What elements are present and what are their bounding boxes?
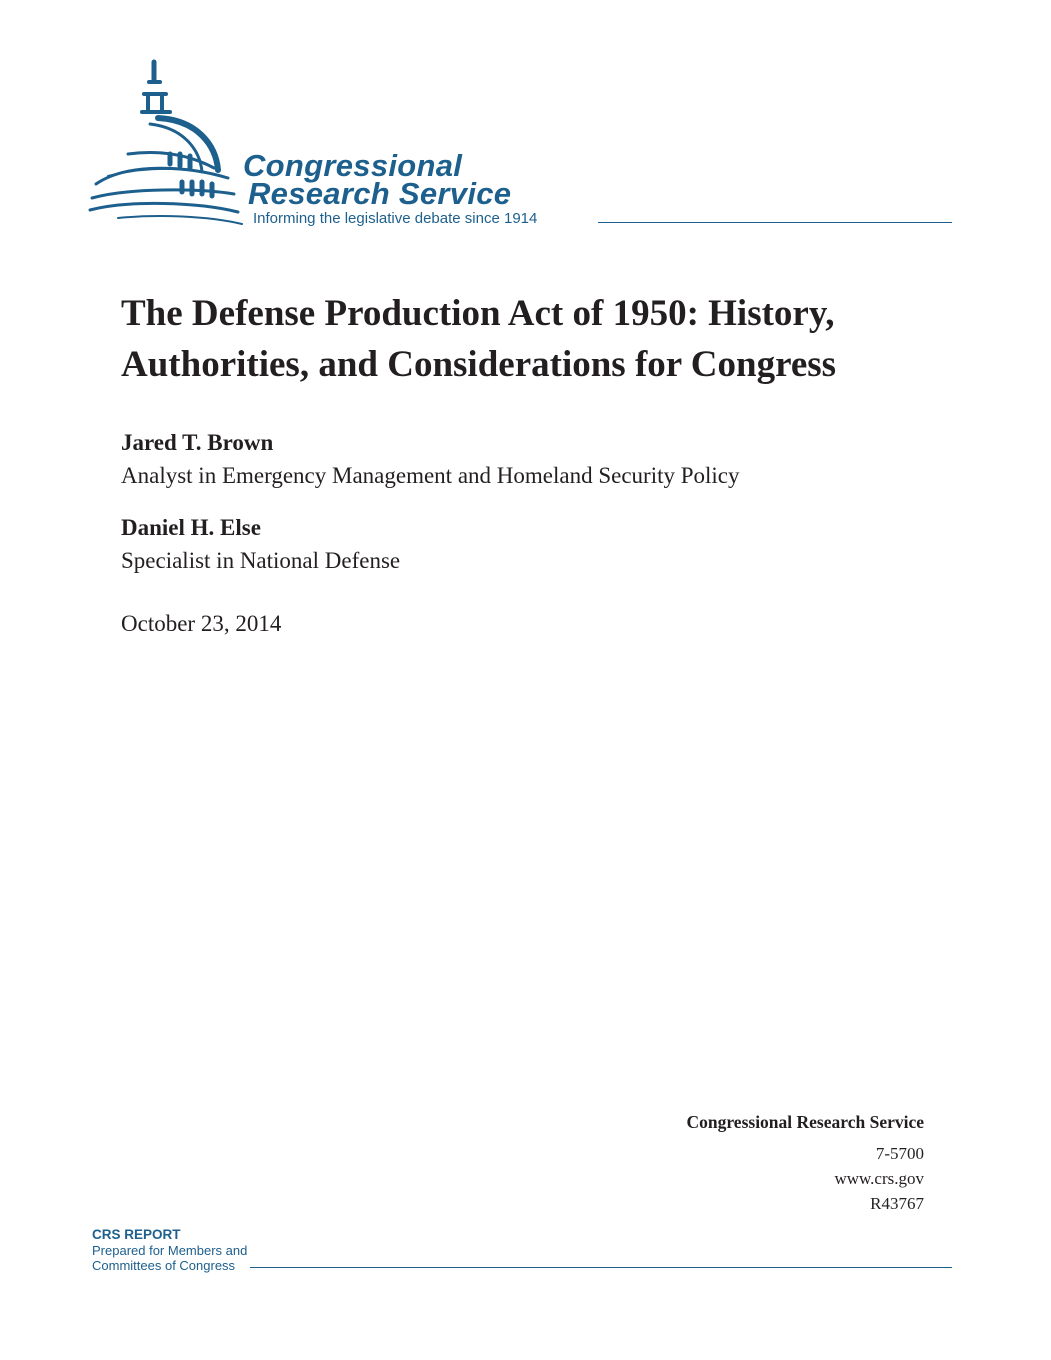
footer-organization: Congressional Research Service — [686, 1112, 924, 1132]
crs-contact-block — [686, 1112, 924, 1216]
footer-website[interactable]: www.crs.gov — [834, 1169, 924, 1188]
author-role: Specialist in National Defense — [121, 548, 401, 573]
author-name: Daniel H. Else — [121, 515, 261, 540]
footer-phone: 7-5700 — [875, 1144, 924, 1163]
author-role: Analyst in Emergency Management and Homeland Security Policy — [121, 463, 740, 488]
prepared-line2: Committees of Congress — [92, 1258, 236, 1273]
header-divider — [598, 222, 952, 223]
org-name-line1: Congressional — [243, 148, 463, 183]
tagline: Informing the legislative debate since 1914 — [253, 210, 538, 227]
crs-report-label — [92, 1227, 247, 1274]
report-type-label: CRS REPORT — [92, 1227, 181, 1242]
footer-report-number: R43767 — [870, 1194, 924, 1213]
org-name-line2: Research Service — [248, 176, 512, 211]
author-name: Jared T. Brown — [121, 430, 274, 455]
footer-divider — [250, 1267, 952, 1268]
prepared-line1: Prepared for Members and — [92, 1242, 248, 1258]
crs-logo — [88, 58, 608, 233]
capitol-dome-icon — [88, 58, 248, 233]
report-date: October 23, 2014 — [121, 611, 282, 636]
report-title: The Defense Production Act of 1950: History, Authorities, and Considerations for Congress — [121, 293, 837, 385]
